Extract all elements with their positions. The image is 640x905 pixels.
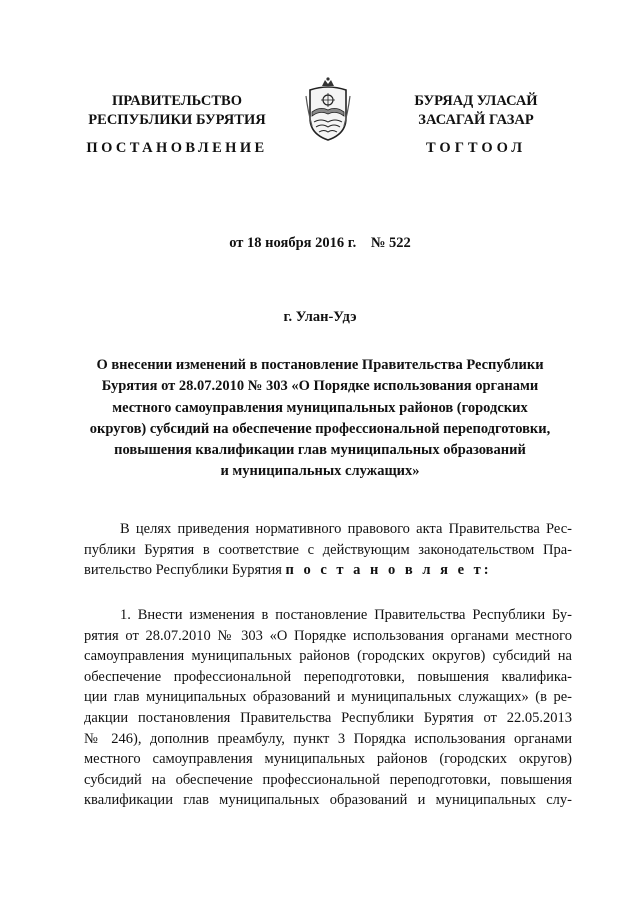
paragraph-line: субсидий на обеспечение профессиональной переподготовки, повышения	[84, 771, 572, 788]
paragraph-line: самоуправления муниципальных районов (городских округов) субсидий на	[84, 648, 572, 665]
header-left-line1: ПРАВИТЕЛЬСТВО	[112, 93, 242, 109]
doc-type-ru: ПОСТАНОВЛЕНИЕ	[86, 140, 268, 156]
paragraph-line: В целях приведения нормативного правового акта Правительства Рес-	[120, 521, 572, 537]
header-right-line1: БУРЯАД УЛАСАЙ	[414, 93, 538, 109]
decree-number: № 522	[370, 235, 411, 251]
title-line: Бурятия от 28.07.2010 № 303 «О Порядке использования органами	[101, 378, 539, 395]
paragraph-line: квалификации глав муниципальных образований и муниципальных слу-	[84, 792, 572, 809]
paragraph-line: 1. Внести изменения в постановление Правительства Республики Бу-	[120, 607, 572, 623]
header-right-line2: ЗАСАГАЙ ГАЗАР	[418, 112, 534, 128]
paragraph-line: обеспечение профессиональной переподготовки, повышения квалифика-	[84, 668, 572, 685]
decree-date: от 18 ноября 2016 г.	[229, 235, 357, 251]
header-left-line2: РЕСПУБЛИКИ БУРЯТИЯ	[88, 112, 266, 128]
paragraph-line-with-decree	[84, 560, 572, 581]
paragraph-line: местного самоуправления муниципальных районов (городских округов)	[84, 751, 572, 768]
title-line: округов) субсидий на обеспечение профессиональной переподготовки,	[89, 420, 551, 437]
paragraph-line: ции глав муниципальных образований и муниципальных служащих» (в ре-	[84, 689, 572, 706]
title-line: О внесении изменений в постановление Правительства Республики	[96, 357, 544, 373]
decree-title	[70, 355, 570, 483]
point-1-paragraph	[84, 605, 572, 811]
title-line: местного самоуправления муниципальных районов (городских	[112, 399, 528, 416]
paragraph-line: № 246), дополнив преамбулу, пункт 3 Порядка использования органами	[84, 730, 572, 747]
title-line: и муниципальных служащих»	[220, 463, 420, 480]
decree-word: п о с т а н о в л я е т:	[285, 562, 492, 579]
doc-type-bua: ТОГТООЛ	[425, 140, 527, 156]
paragraph-line: вительство Республики Бурятия	[84, 562, 282, 579]
paragraph-line: публики Бурятия в соответствие с действующим законодательством Пра-	[84, 541, 572, 558]
paragraph-line: рятия от 28.07.2010 № 303 «О Порядке использования органами местного	[84, 627, 572, 644]
title-line: повышения квалификации глав муниципальных образований	[114, 442, 526, 459]
paragraph-line: дакции постановления Правительства Республики Бурятия от 22.05.2013	[84, 709, 572, 726]
decree-date-number	[0, 235, 640, 252]
coat-of-arms-icon	[302, 76, 354, 144]
header-left-block	[62, 92, 292, 130]
preamble-paragraph	[84, 519, 572, 581]
decree-city: г. Улан-Удэ	[283, 309, 357, 325]
header-right-block	[376, 92, 576, 130]
